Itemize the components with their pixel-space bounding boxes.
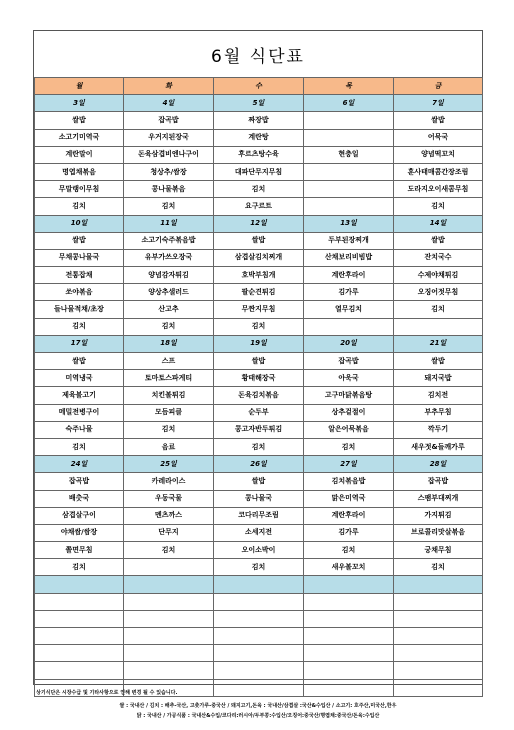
menu-item-cell: 카레라이스 (124, 473, 214, 490)
menu-item-cell: 산고추 (124, 301, 214, 318)
menu-item-cell: 김가루 (304, 524, 394, 541)
menu-item-cell: 김치 (214, 318, 304, 335)
menu-row (35, 507, 483, 524)
menu-item-cell: 가지튀김 (394, 507, 483, 524)
menu-item-cell: 김치 (35, 198, 124, 215)
empty-cell (35, 610, 124, 627)
empty-cell (304, 628, 394, 645)
menu-item-cell: 계란후라이 (304, 267, 394, 284)
menu-item-cell: 멘츠까스 (124, 507, 214, 524)
menu-item-cell: 쌀밥 (35, 353, 124, 370)
menu-item-cell (304, 181, 394, 198)
menu-item-cell: 콩고자반두튀김 (214, 421, 304, 438)
date-cell: 6일 (304, 95, 394, 112)
empty-cell (394, 645, 483, 662)
menu-row (35, 353, 483, 370)
empty-cell (214, 610, 304, 627)
menu-item-cell (304, 112, 394, 129)
date-cell: 10일 (35, 215, 124, 232)
date-cell: 14일 (394, 215, 483, 232)
menu-item-cell: 돼지국밥 (394, 370, 483, 387)
date-cell: 28일 (394, 456, 483, 473)
empty-cell (35, 628, 124, 645)
menu-item-cell: 김치 (304, 542, 394, 559)
date-cell: 17일 (35, 335, 124, 352)
date-cell: 27일 (304, 456, 394, 473)
menu-item-cell: 삼겹살구이 (35, 507, 124, 524)
menu-item-cell: 호박부침개 (214, 267, 304, 284)
menu-item-cell: 콩나물볶음 (124, 181, 214, 198)
menu-item-cell: 치킨볼튀김 (124, 387, 214, 404)
menu-item-cell: 잡곡밥 (124, 112, 214, 129)
menu-item-cell (304, 198, 394, 215)
date-row (35, 456, 483, 473)
date-cell: 19일 (214, 335, 304, 352)
weekday-header-cell: 금 (394, 78, 483, 95)
menu-item-cell: 새우젓&들깨가루 (394, 438, 483, 455)
weekday-header-cell: 화 (124, 78, 214, 95)
menu-item-cell: 청상추/쌈장 (124, 163, 214, 180)
empty-cell (35, 645, 124, 662)
empty-cell (124, 593, 214, 610)
menu-item-cell: 열무김치 (304, 301, 394, 318)
menu-item-cell: 양념떡꼬치 (394, 146, 483, 163)
menu-item-cell: 김치 (35, 318, 124, 335)
empty-cell (214, 628, 304, 645)
empty-cell (35, 593, 124, 610)
menu-row (35, 146, 483, 163)
menu-frame (33, 30, 483, 685)
menu-item-cell: 우동국물 (124, 490, 214, 507)
date-cell: 21일 (394, 335, 483, 352)
empty-date-row (35, 576, 483, 593)
date-row (35, 335, 483, 352)
menu-item-cell: 음료 (124, 438, 214, 455)
menu-item-cell: 어묵국 (394, 129, 483, 146)
empty-cell (304, 645, 394, 662)
date-cell: 4일 (124, 95, 214, 112)
menu-item-cell: 소고기미역국 (35, 129, 124, 146)
menu-item-cell: 김치 (124, 542, 214, 559)
menu-item-cell: 양상추샐러드 (124, 284, 214, 301)
menu-item-cell: 상추겉절이 (304, 404, 394, 421)
menu-item-cell: 야채쌈/쌈장 (35, 524, 124, 541)
date-cell: 3일 (35, 95, 124, 112)
menu-item-cell: 단무지 (124, 524, 214, 541)
empty-row (35, 662, 483, 679)
empty-cell (124, 628, 214, 645)
menu-item-cell: 돈육김치볶음 (214, 387, 304, 404)
empty-row (35, 645, 483, 662)
menu-item-cell: 계란말이 (35, 146, 124, 163)
menu-item-cell (394, 318, 483, 335)
menu-row (35, 267, 483, 284)
empty-cell (394, 593, 483, 610)
empty-cell (304, 576, 394, 593)
menu-item-cell (304, 163, 394, 180)
date-row (35, 95, 483, 112)
date-cell: 5일 (214, 95, 304, 112)
menu-row (35, 473, 483, 490)
menu-row (35, 163, 483, 180)
menu-item-cell: 쌀밥 (214, 232, 304, 249)
menu-item-cell: 김치 (304, 438, 394, 455)
menu-item-cell: 토마토스파게티 (124, 370, 214, 387)
menu-item-cell: 김치전 (394, 387, 483, 404)
date-cell: 13일 (304, 215, 394, 232)
menu-item-cell: 계란후라이 (304, 507, 394, 524)
menu-item-cell: 현충일 (304, 146, 394, 163)
empty-row (35, 628, 483, 645)
menu-row (35, 404, 483, 421)
menu-row (35, 198, 483, 215)
menu-item-cell: 황태해장국 (214, 370, 304, 387)
menu-row (35, 284, 483, 301)
menu-item-cell: 고구마닭볶음탕 (304, 387, 394, 404)
menu-item-cell: 쌀밥 (35, 112, 124, 129)
menu-row (35, 318, 483, 335)
menu-item-cell: 김치 (124, 318, 214, 335)
empty-cell (214, 645, 304, 662)
menu-row (35, 524, 483, 541)
menu-table (34, 77, 483, 697)
menu-item-cell: 코다리무조림 (214, 507, 304, 524)
menu-item-cell: 명엽채볶음 (35, 163, 124, 180)
menu-item-cell: 오이소박이 (214, 542, 304, 559)
menu-item-cell: 쌀밥 (214, 473, 304, 490)
menu-item-cell: 스프 (124, 353, 214, 370)
weekday-header-cell: 목 (304, 78, 394, 95)
menu-item-cell: 잔치국수 (394, 249, 483, 266)
menu-row (35, 129, 483, 146)
menu-item-cell: 후르츠탕수육 (214, 146, 304, 163)
menu-item-cell: 순두부 (214, 404, 304, 421)
menu-item-cell: 도라지오이새콤무침 (394, 181, 483, 198)
empty-cell (124, 610, 214, 627)
menu-row (35, 181, 483, 198)
empty-cell (35, 662, 124, 679)
menu-item-cell: 메밀전병구이 (35, 404, 124, 421)
date-cell: 24일 (35, 456, 124, 473)
date-cell: 25일 (124, 456, 214, 473)
menu-item-cell: 스팸부대찌개 (394, 490, 483, 507)
empty-row (35, 593, 483, 610)
menu-item-cell: 들나물적채/초장 (35, 301, 124, 318)
weekday-header-cell: 수 (214, 78, 304, 95)
menu-item-cell: 김치 (124, 198, 214, 215)
menu-item-cell (304, 129, 394, 146)
menu-item-cell: 쌀밥 (214, 353, 304, 370)
empty-cell (214, 576, 304, 593)
menu-row (35, 559, 483, 576)
menu-item-cell: 김치 (35, 438, 124, 455)
menu-item-cell: 콩나물국 (214, 490, 304, 507)
origin-legend-line-1: 쌀 : 국내산 / 김치 : 배추-국산, 고춧가루-중국산 / 돼지고기,돈육 : 국내산/삼겹살 :국산&수입산 / 소고기: 호주산,미국산,한우 (119, 703, 397, 709)
menu-item-cell (124, 559, 214, 576)
menu-item-cell: 잡곡밥 (304, 353, 394, 370)
menu-item-cell: 유부가쓰오장국 (124, 249, 214, 266)
menu-item-cell: 쏘야볶음 (35, 284, 124, 301)
menu-item-cell: 쫄면무침 (35, 542, 124, 559)
menu-row (35, 438, 483, 455)
weekday-header-cell: 월 (35, 78, 124, 95)
menu-item-cell: 무짠지무침 (214, 301, 304, 318)
empty-cell (124, 576, 214, 593)
menu-item-cell: 오징어젓무침 (394, 284, 483, 301)
menu-row (35, 249, 483, 266)
empty-cell (304, 593, 394, 610)
empty-row (35, 610, 483, 627)
menu-item-cell: 두부된장찌개 (304, 232, 394, 249)
date-cell: 7일 (394, 95, 483, 112)
menu-item-cell: 대파단무지무침 (214, 163, 304, 180)
date-cell: 11일 (124, 215, 214, 232)
empty-cell (214, 662, 304, 679)
menu-item-cell: 새우볼꼬치 (304, 559, 394, 576)
menu-row (35, 301, 483, 318)
menu-row (35, 421, 483, 438)
menu-item-cell: 맑은미역국 (304, 490, 394, 507)
footer-note: 상기식단은 시장수급 및 기타사항으로 인해 변경 될 수 있습니다. (36, 690, 178, 696)
menu-item-cell: 김치 (124, 421, 214, 438)
empty-cell (394, 628, 483, 645)
menu-item-cell: 김가루 (304, 284, 394, 301)
date-row (35, 215, 483, 232)
menu-item-cell: 김치 (394, 301, 483, 318)
menu-item-cell: 김치 (214, 438, 304, 455)
menu-item-cell: 소세지전 (214, 524, 304, 541)
menu-row (35, 112, 483, 129)
menu-item-cell: 요구르트 (214, 198, 304, 215)
empty-cell (394, 576, 483, 593)
menu-row (35, 370, 483, 387)
menu-item-cell: 전통잡채 (35, 267, 124, 284)
menu-item-cell: 김치 (394, 198, 483, 215)
menu-item-cell: 김치 (394, 559, 483, 576)
menu-item-cell: 부추무침 (394, 404, 483, 421)
date-cell: 18일 (124, 335, 214, 352)
menu-item-cell: 제육불고기 (35, 387, 124, 404)
menu-item-cell: 배춧국 (35, 490, 124, 507)
menu-item-cell: 알은어묵볶음 (304, 421, 394, 438)
menu-item-cell: 모듬피클 (124, 404, 214, 421)
menu-item-cell: 미역냉국 (35, 370, 124, 387)
date-cell: 12일 (214, 215, 304, 232)
empty-cell (214, 593, 304, 610)
menu-item-cell: 짜장밥 (214, 112, 304, 129)
menu-item-cell: 김치 (35, 559, 124, 576)
menu-item-cell: 브로콜리맛살볶음 (394, 524, 483, 541)
empty-cell (304, 610, 394, 627)
menu-row (35, 490, 483, 507)
menu-item-cell: 쌀밥 (394, 232, 483, 249)
empty-cell (35, 576, 124, 593)
weekday-header-row (35, 78, 483, 95)
origin-legend-line-2: 닭 : 국내산 / 가공식품 : 국내산&수입/코다리:러시아/두부콩:수입산/오징어:중국산/명엽채:중국산/돈육:수입산 (136, 713, 380, 719)
menu-item-cell: 우거지된장국 (124, 129, 214, 146)
menu-item-cell: 돈육삼겹비엔나구이 (124, 146, 214, 163)
menu-item-cell: 쌀밥 (35, 232, 124, 249)
empty-cell (394, 662, 483, 679)
menu-item-cell: 김치 (214, 181, 304, 198)
menu-item-cell: 궁채무침 (394, 542, 483, 559)
empty-cell (304, 662, 394, 679)
empty-cell (124, 662, 214, 679)
menu-item-cell: 잡곡밥 (394, 473, 483, 490)
menu-item-cell (304, 318, 394, 335)
menu-item-cell: 산채보리비빔밥 (304, 249, 394, 266)
menu-item-cell: 수제야채튀김 (394, 267, 483, 284)
menu-row (35, 232, 483, 249)
date-cell: 26일 (214, 456, 304, 473)
menu-row (35, 387, 483, 404)
menu-item-cell: 팔순견튀김 (214, 284, 304, 301)
menu-item-cell: 무채콩나물국 (35, 249, 124, 266)
page-title: 6월 식단표 (211, 46, 305, 67)
empty-cell (394, 610, 483, 627)
menu-item-cell: 소고기숙주볶음밥 (124, 232, 214, 249)
menu-item-cell: 김치 (214, 559, 304, 576)
menu-item-cell: 삼겹살김치찌개 (214, 249, 304, 266)
menu-item-cell: 아욱국 (304, 370, 394, 387)
menu-item-cell: 잡곡밥 (35, 473, 124, 490)
date-cell: 20일 (304, 335, 394, 352)
menu-item-cell: 숙주나물 (35, 421, 124, 438)
menu-item-cell: 깍두기 (394, 421, 483, 438)
menu-row (35, 542, 483, 559)
empty-cell (124, 645, 214, 662)
menu-item-cell: 양념감자튀김 (124, 267, 214, 284)
menu-item-cell: 계란탕 (214, 129, 304, 146)
menu-item-cell: 쌀밥 (394, 353, 483, 370)
menu-item-cell: 훈사태매콤간장조림 (394, 163, 483, 180)
menu-item-cell: 쌀밥 (394, 112, 483, 129)
menu-item-cell: 무말랭이무침 (35, 181, 124, 198)
menu-item-cell: 김치볶음밥 (304, 473, 394, 490)
